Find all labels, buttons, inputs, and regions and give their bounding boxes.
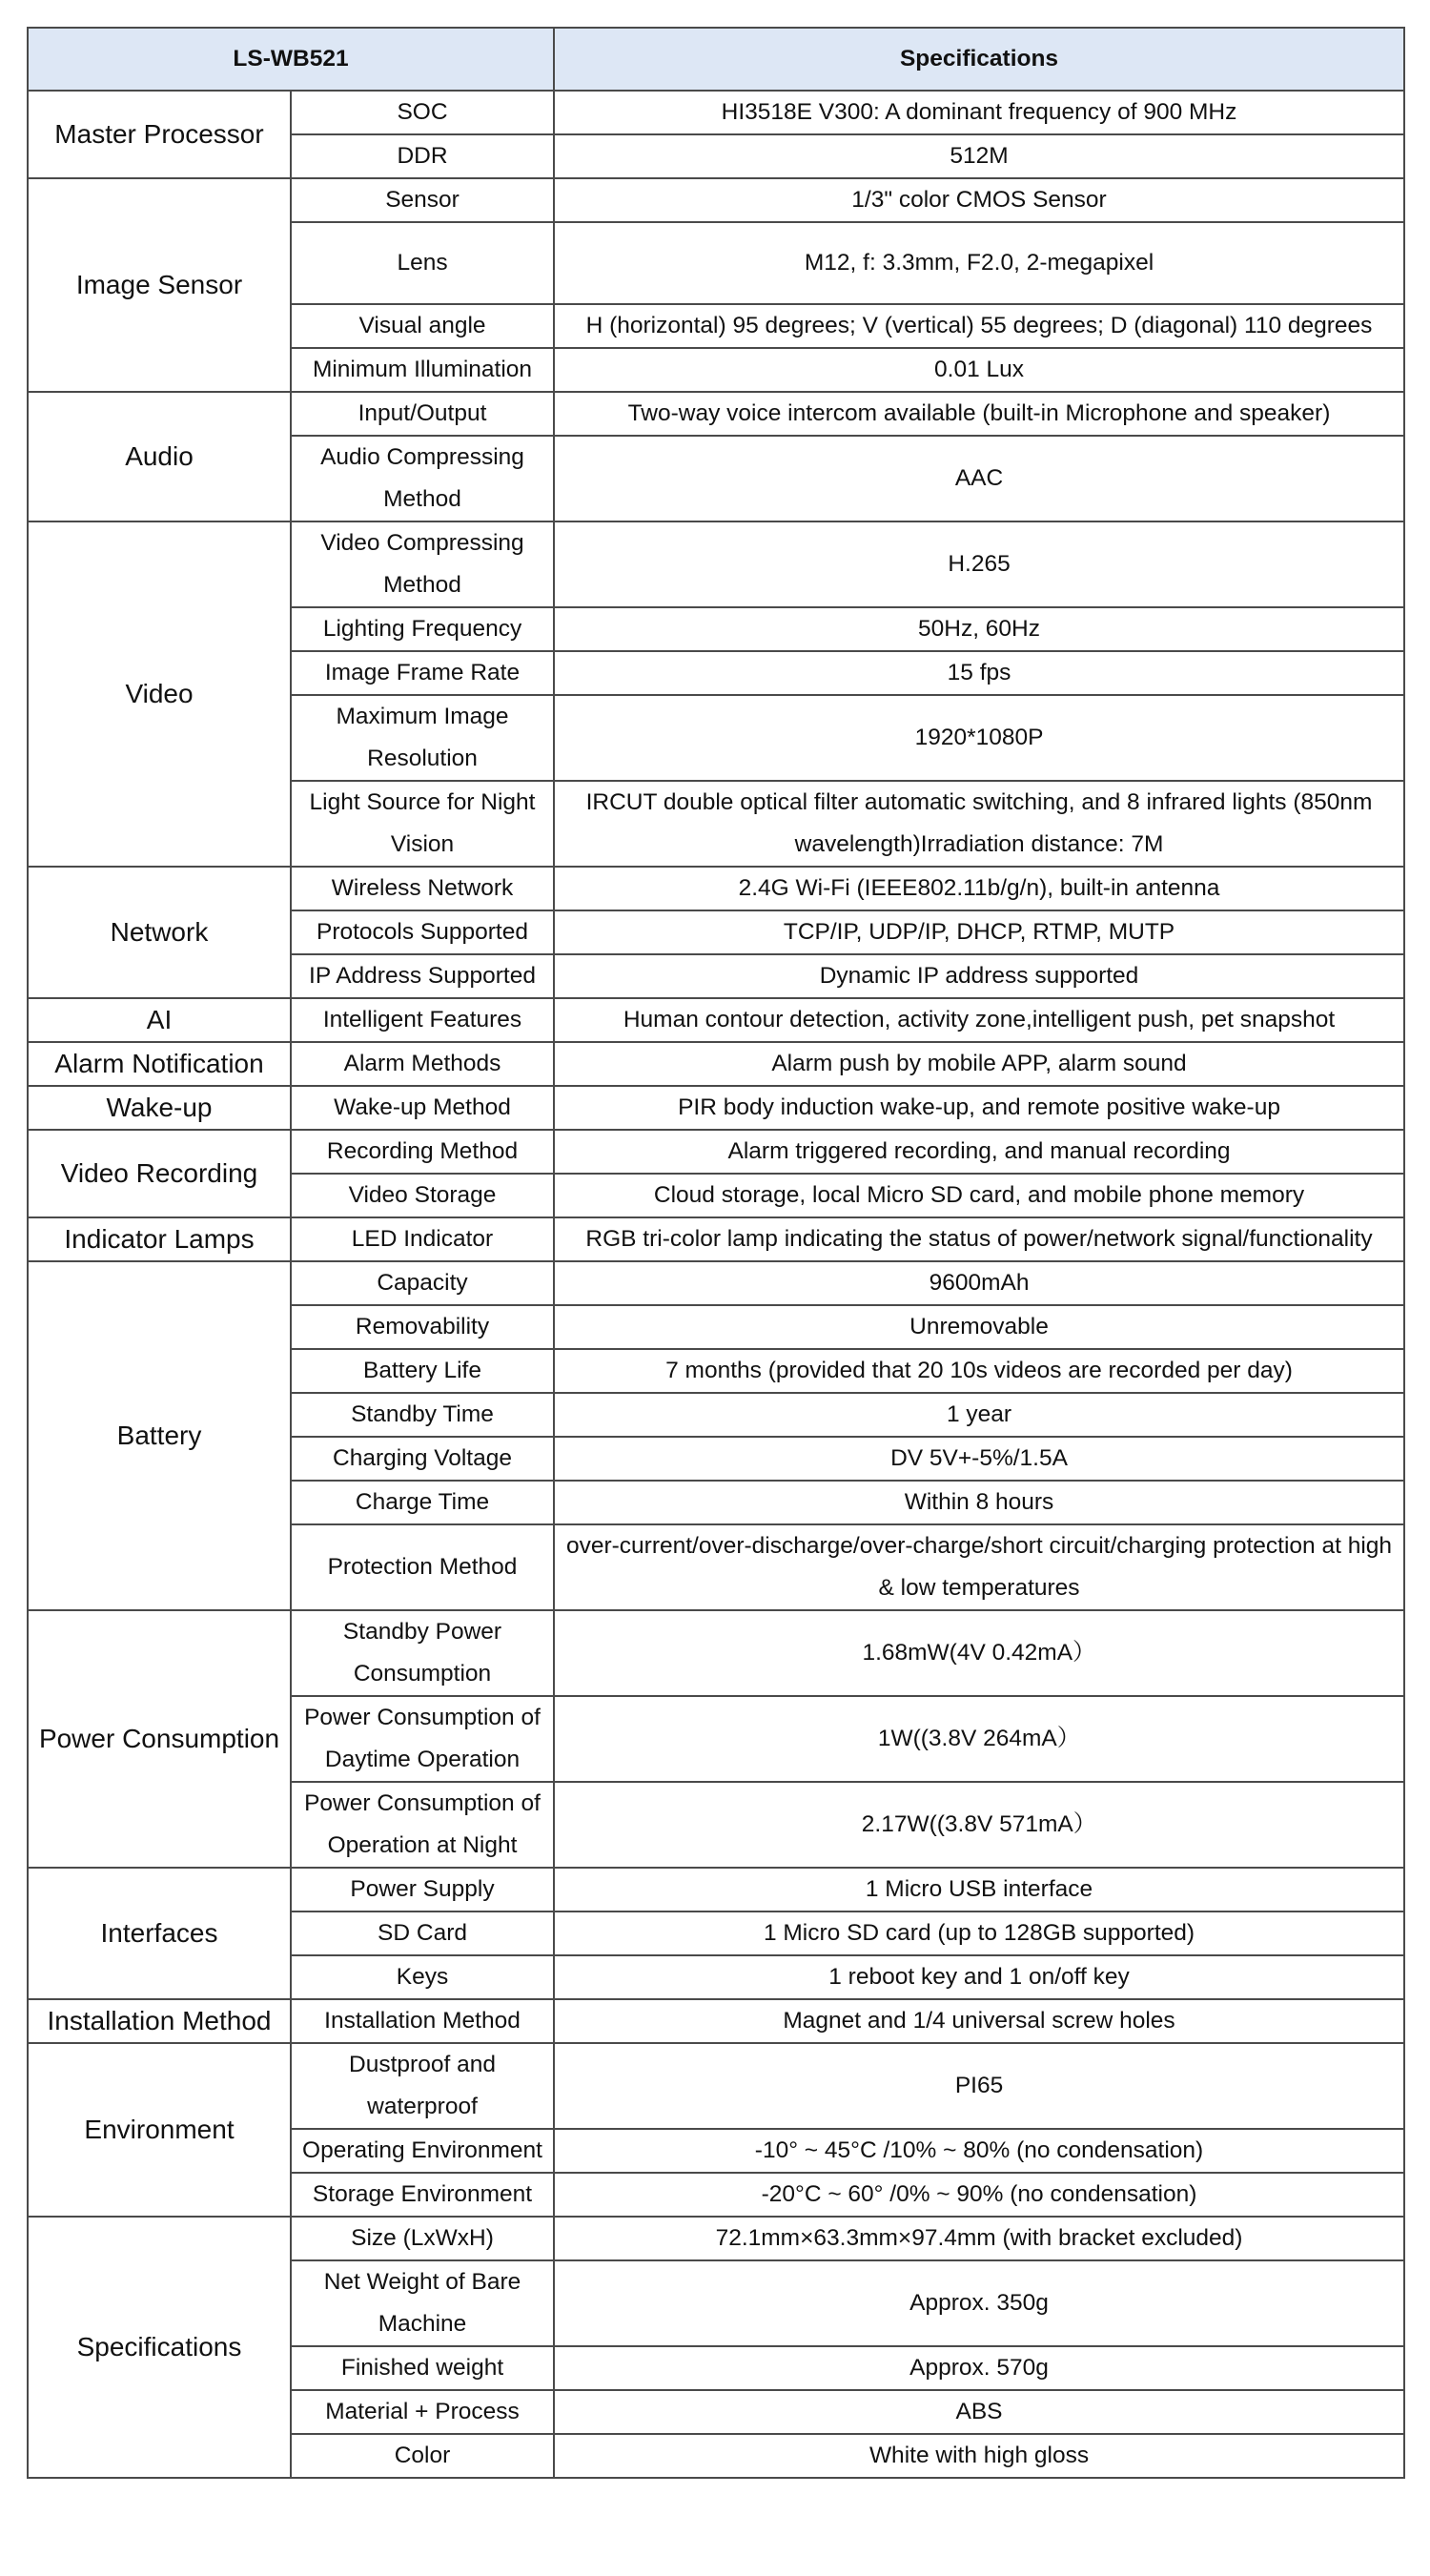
value-cell: 2.17W((3.8V 571mA） <box>554 1782 1404 1868</box>
item-cell: SOC <box>291 91 554 134</box>
category-cell: Interfaces <box>28 1868 291 1999</box>
value-cell: PI65 <box>554 2043 1404 2129</box>
item-cell: SD Card <box>291 1912 554 1955</box>
value-cell: 0.01 Lux <box>554 348 1404 392</box>
table-row <box>28 2217 1404 2260</box>
value-cell: 1.68mW(4V 0.42mA） <box>554 1610 1404 1696</box>
category-cell: Video <box>28 521 291 867</box>
item-cell: Light Source for Night Vision <box>291 781 554 867</box>
item-cell: LED Indicator <box>291 1217 554 1261</box>
specifications-header: Specifications <box>554 28 1404 91</box>
item-cell: Power Consumption of Daytime Operation <box>291 1696 554 1782</box>
value-cell: DV 5V+-5%/1.5A <box>554 1437 1404 1481</box>
item-cell: Video Compressing Method <box>291 521 554 607</box>
item-cell: Power Supply <box>291 1868 554 1912</box>
category-cell: Indicator Lamps <box>28 1217 291 1261</box>
category-cell: Master Processor <box>28 91 291 178</box>
item-cell: Power Consumption of Operation at Night <box>291 1782 554 1868</box>
value-cell: 1 year <box>554 1393 1404 1437</box>
item-cell: Alarm Methods <box>291 1042 554 1086</box>
value-cell: 7 months (provided that 20 10s videos are recorded per day) <box>554 1349 1404 1393</box>
item-cell: Net Weight of Bare Machine <box>291 2260 554 2346</box>
table-row <box>28 998 1404 1042</box>
value-cell: Cloud storage, local Micro SD card, and mobile phone memory <box>554 1174 1404 1217</box>
value-cell: 1/3" color CMOS Sensor <box>554 178 1404 222</box>
value-cell: 15 fps <box>554 651 1404 695</box>
item-cell: Wake-up Method <box>291 1086 554 1130</box>
item-cell: Recording Method <box>291 1130 554 1174</box>
value-cell: ABS <box>554 2390 1404 2434</box>
item-cell: Charging Voltage <box>291 1437 554 1481</box>
item-cell: Video Storage <box>291 1174 554 1217</box>
spec-body <box>28 91 1404 2478</box>
value-cell: White with high gloss <box>554 2434 1404 2478</box>
value-cell: 9600mAh <box>554 1261 1404 1305</box>
table-row <box>28 1868 1404 1912</box>
table-row <box>28 1999 1404 2043</box>
item-cell: Storage Environment <box>291 2173 554 2217</box>
item-cell: Battery Life <box>291 1349 554 1393</box>
table-row <box>28 1042 1404 1086</box>
value-cell: H.265 <box>554 521 1404 607</box>
category-cell: Network <box>28 867 291 998</box>
value-cell: TCP/IP, UDP/IP, DHCP, RTMP, MUTP <box>554 910 1404 954</box>
table-row <box>28 91 1404 134</box>
value-cell: 50Hz, 60Hz <box>554 607 1404 651</box>
item-cell: Lens <box>291 222 554 304</box>
item-cell: Standby Power Consumption <box>291 1610 554 1696</box>
table-row <box>28 1130 1404 1174</box>
value-cell: Approx. 570g <box>554 2346 1404 2390</box>
value-cell: 512M <box>554 134 1404 178</box>
category-cell: Alarm Notification <box>28 1042 291 1086</box>
category-cell: Specifications <box>28 2217 291 2478</box>
value-cell: Human contour detection, activity zone,intelligent push, pet snapshot <box>554 998 1404 1042</box>
item-cell: Operating Environment <box>291 2129 554 2173</box>
value-cell: -10° ~ 45°C /10% ~ 80% (no condensation) <box>554 2129 1404 2173</box>
value-cell: 1 Micro SD card (up to 128GB supported) <box>554 1912 1404 1955</box>
item-cell: Input/Output <box>291 392 554 436</box>
value-cell: 2.4G Wi-Fi (IEEE802.11b/g/n), built-in antenna <box>554 867 1404 910</box>
item-cell: Wireless Network <box>291 867 554 910</box>
item-cell: Image Frame Rate <box>291 651 554 695</box>
category-cell: Power Consumption <box>28 1610 291 1868</box>
item-cell: Color <box>291 2434 554 2478</box>
value-cell: IRCUT double optical filter automatic switching, and 8 infrared lights (850nm wavelength)Irradiation distance: 7M <box>554 781 1404 867</box>
item-cell: Size (LxWxH) <box>291 2217 554 2260</box>
value-cell: PIR body induction wake-up, and remote positive wake-up <box>554 1086 1404 1130</box>
item-cell: Installation Method <box>291 1999 554 2043</box>
value-cell: Magnet and 1/4 universal screw holes <box>554 1999 1404 2043</box>
item-cell: Charge Time <box>291 1481 554 1524</box>
value-cell: 1 reboot key and 1 on/off key <box>554 1955 1404 1999</box>
item-cell: DDR <box>291 134 554 178</box>
value-cell: over-current/over-discharge/over-charge/short circuit/charging protection at high & low temperatures <box>554 1524 1404 1610</box>
value-cell: Dynamic IP address supported <box>554 954 1404 998</box>
table-row <box>28 1217 1404 1261</box>
item-cell: IP Address Supported <box>291 954 554 998</box>
value-cell: 72.1mm×63.3mm×97.4mm (with bracket excluded) <box>554 2217 1404 2260</box>
table-row <box>28 521 1404 607</box>
spec-table <box>27 27 1405 2479</box>
header-row <box>28 28 1404 91</box>
item-cell: Standby Time <box>291 1393 554 1437</box>
value-cell: Alarm push by mobile APP, alarm sound <box>554 1042 1404 1086</box>
category-cell: AI <box>28 998 291 1042</box>
value-cell: M12, f: 3.3mm, F2.0, 2-megapixel <box>554 222 1404 304</box>
item-cell: Visual angle <box>291 304 554 348</box>
value-cell: Within 8 hours <box>554 1481 1404 1524</box>
item-cell: Lighting Frequency <box>291 607 554 651</box>
table-row <box>28 1086 1404 1130</box>
value-cell: Approx. 350g <box>554 2260 1404 2346</box>
value-cell: 1W((3.8V 264mA） <box>554 1696 1404 1782</box>
value-cell: HI3518E V300: A dominant frequency of 900 MHz <box>554 91 1404 134</box>
category-cell: Installation Method <box>28 1999 291 2043</box>
value-cell: AAC <box>554 436 1404 521</box>
item-cell: Protection Method <box>291 1524 554 1610</box>
value-cell: H (horizontal) 95 degrees; V (vertical) 55 degrees; D (diagonal) 110 degrees <box>554 304 1404 348</box>
value-cell: Two-way voice intercom available (built-in Microphone and speaker) <box>554 392 1404 436</box>
category-cell: Environment <box>28 2043 291 2217</box>
table-row <box>28 2043 1404 2129</box>
value-cell: -20°C ~ 60° /0% ~ 90% (no condensation) <box>554 2173 1404 2217</box>
item-cell: Capacity <box>291 1261 554 1305</box>
category-cell: Audio <box>28 392 291 521</box>
table-row <box>28 392 1404 436</box>
item-cell: Sensor <box>291 178 554 222</box>
value-cell: Alarm triggered recording, and manual recording <box>554 1130 1404 1174</box>
category-cell: Battery <box>28 1261 291 1610</box>
table-row <box>28 1610 1404 1696</box>
category-cell: Image Sensor <box>28 178 291 392</box>
value-cell: RGB tri-color lamp indicating the status of power/network signal/functionality <box>554 1217 1404 1261</box>
value-cell: 1 Micro USB interface <box>554 1868 1404 1912</box>
model-header: LS-WB521 <box>28 28 554 91</box>
table-row <box>28 867 1404 910</box>
item-cell: Removability <box>291 1305 554 1349</box>
item-cell: Finished weight <box>291 2346 554 2390</box>
item-cell: Protocols Supported <box>291 910 554 954</box>
item-cell: Maximum Image Resolution <box>291 695 554 781</box>
item-cell: Material + Process <box>291 2390 554 2434</box>
value-cell: 1920*1080P <box>554 695 1404 781</box>
category-cell: Wake-up <box>28 1086 291 1130</box>
table-row <box>28 178 1404 222</box>
category-cell: Video Recording <box>28 1130 291 1217</box>
item-cell: Audio Compressing Method <box>291 436 554 521</box>
item-cell: Keys <box>291 1955 554 1999</box>
item-cell: Dustproof and waterproof <box>291 2043 554 2129</box>
item-cell: Minimum Illumination <box>291 348 554 392</box>
table-row <box>28 1261 1404 1305</box>
value-cell: Unremovable <box>554 1305 1404 1349</box>
item-cell: Intelligent Features <box>291 998 554 1042</box>
